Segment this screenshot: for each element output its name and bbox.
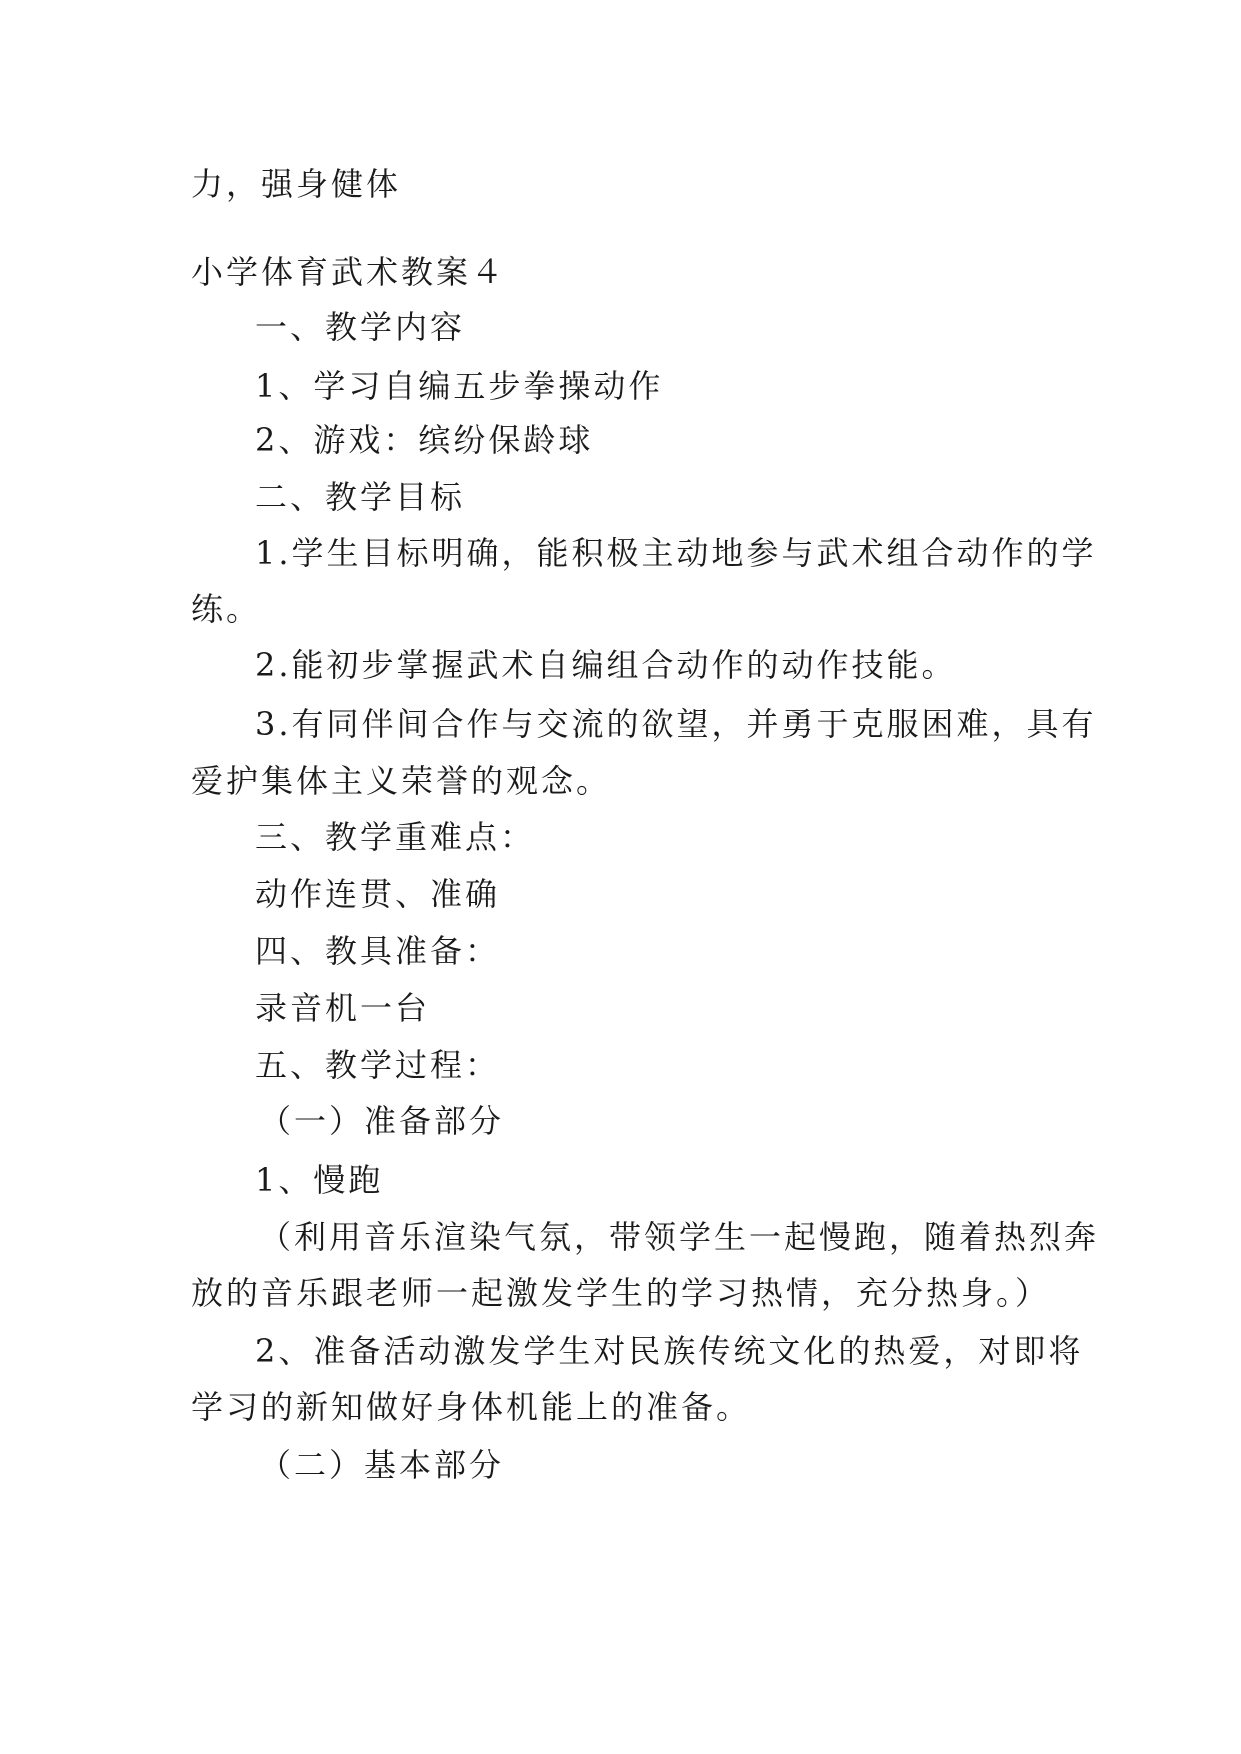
paragraph-line: 爱护集体主义荣誉的观念。 <box>191 762 612 800</box>
paragraph-line: 学习的新知做好身体机能上的准备。 <box>191 1388 752 1426</box>
heading-teaching-content: 一、教学内容 <box>255 308 466 346</box>
paragraph-line: （利用音乐渲染气氛，带领学生一起慢跑，随着热烈奔 <box>259 1218 1100 1256</box>
list-item: 1、学习自编五步拳操动作 <box>255 367 664 405</box>
paragraph-line: 录音机一台 <box>255 989 431 1027</box>
subheading-preparation: （一）准备部分 <box>259 1102 505 1140</box>
section-title: 小学体育武术教案４ <box>191 253 507 291</box>
paragraph-line: 2.能初步掌握武术自编组合动作的动作技能。 <box>255 646 957 684</box>
paragraph-line: 练。 <box>191 590 262 628</box>
list-item: 2、游戏：缤纷保龄球 <box>255 421 594 459</box>
paragraph-line: 3.有同伴间合作与交流的欲望，并勇于克服困难，具有 <box>255 705 1097 743</box>
paragraph-line: 动作连贯、准确 <box>255 875 501 913</box>
list-item: 1、慢跑 <box>255 1161 384 1199</box>
heading-teaching-process: 五、教学过程： <box>255 1046 501 1084</box>
heading-equipment: 四、教具准备： <box>255 932 501 970</box>
paragraph-line: 1.学生目标明确，能积极主动地参与武术组合动作的学 <box>255 534 1097 572</box>
paragraph-line: 2、准备活动激发学生对民族传统文化的热爱，对即将 <box>255 1332 1084 1370</box>
text-line: 力，强身健体 <box>191 165 402 203</box>
heading-key-points: 三、教学重难点： <box>255 818 536 856</box>
subheading-basic-part: （二）基本部分 <box>259 1446 505 1484</box>
heading-teaching-goals: 二、教学目标 <box>255 478 466 516</box>
paragraph-line: 放的音乐跟老师一起激发学生的学习热情，充分热身。） <box>191 1274 1051 1312</box>
